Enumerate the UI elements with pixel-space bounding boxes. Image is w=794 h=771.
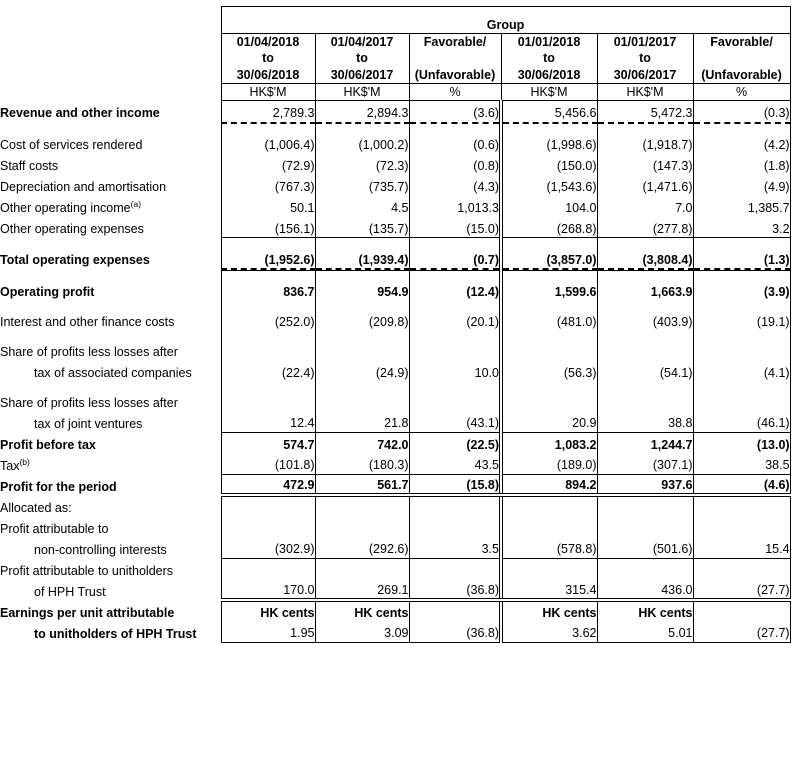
alloc-blank-c3 bbox=[409, 495, 501, 516]
cell-uh-h2018: 315.4 bbox=[501, 579, 597, 600]
table-row-assoc-line2 bbox=[0, 360, 790, 381]
cell-ooe-h2017: (277.8) bbox=[597, 217, 693, 238]
table-row-jv-line2 bbox=[0, 411, 790, 432]
cell-toe-hvar: (1.3) bbox=[693, 247, 790, 268]
cell-pfp-q2017: 561.7 bbox=[315, 474, 409, 495]
cell-nci-hvar: 15.4 bbox=[693, 537, 790, 558]
uh-blank-c1 bbox=[221, 558, 315, 579]
spacer-row-4 bbox=[0, 300, 790, 309]
uh-blank-c6 bbox=[693, 558, 790, 579]
cell-dep-hvar: (4.9) bbox=[693, 175, 790, 196]
table-row-unitholders-line2 bbox=[0, 579, 790, 600]
cell-revenue-hvar: (0.3) bbox=[693, 101, 790, 122]
spacer-c5 bbox=[597, 123, 693, 133]
nci-blank-c3 bbox=[409, 516, 501, 537]
cell-ooe-qvar: (15.0) bbox=[409, 217, 501, 238]
table-row-profit-before-tax bbox=[0, 432, 790, 453]
assoc-blank-c2 bbox=[315, 339, 409, 360]
row-label-tax bbox=[0, 453, 221, 474]
cell-op-q2017: 954.9 bbox=[315, 279, 409, 300]
cell-pbt-qvar: (22.5) bbox=[409, 432, 501, 453]
col-hvar-line1: Favorable/ bbox=[710, 35, 773, 49]
row-label-other-operating-expenses: Other operating expenses bbox=[0, 222, 144, 237]
jv-blank-c4 bbox=[501, 390, 597, 411]
spacer-label-3 bbox=[0, 271, 221, 280]
column-header-q-variance bbox=[409, 34, 501, 84]
table-row-cost-of-services bbox=[0, 133, 790, 154]
cell-pfp-hvar: (4.6) bbox=[693, 474, 790, 495]
cell-cost-h2018: (1,998.6) bbox=[501, 133, 597, 154]
row-label-staff-costs: Staff costs bbox=[0, 159, 59, 174]
row-label-cost-of-services: Cost of services rendered bbox=[0, 138, 143, 153]
alloc-blank-c1 bbox=[221, 495, 315, 516]
col-q2017-line2: to bbox=[356, 51, 368, 66]
cell-pfp-qvar: (15.8) bbox=[409, 474, 501, 495]
jv-blank-c2 bbox=[315, 390, 409, 411]
row-label-operating-profit: Operating profit bbox=[0, 284, 95, 299]
header-periods-row bbox=[0, 34, 790, 84]
col-qvar-line1: Favorable/ bbox=[423, 35, 487, 49]
table-row-staff-costs bbox=[0, 154, 790, 175]
alloc-blank-c4 bbox=[501, 495, 597, 516]
spacer5-c2 bbox=[315, 330, 409, 339]
cell-staff-q2017: (72.3) bbox=[315, 154, 409, 175]
cell-revenue-q2018: 2,789.3 bbox=[221, 101, 315, 122]
spacer4-c5 bbox=[597, 300, 693, 309]
uh-blank-c4 bbox=[501, 558, 597, 579]
cell-eps-q2017: 3.09 bbox=[315, 621, 409, 642]
cell-op-q2018: 836.7 bbox=[221, 279, 315, 300]
cell-ooe-h2018: (268.8) bbox=[501, 217, 597, 238]
cell-toe-h2017: (3,808.4) bbox=[597, 247, 693, 268]
cell-toe-qvar: (0.7) bbox=[409, 247, 501, 268]
cell-tax-qvar: 43.5 bbox=[409, 453, 501, 474]
table-row-profit-for-period bbox=[0, 474, 790, 495]
uh-blank-c2 bbox=[315, 558, 409, 579]
spacer6-c5 bbox=[597, 381, 693, 390]
col-h2017-line2: to bbox=[639, 51, 651, 66]
col-h2018-line2: to bbox=[543, 51, 555, 66]
cell-staff-h2017: (147.3) bbox=[597, 154, 693, 175]
spacer-row-3 bbox=[0, 271, 790, 280]
cell-assoc-h2017: (54.1) bbox=[597, 360, 693, 381]
spacer6-c6 bbox=[693, 381, 790, 390]
cell-jv-q2017: 21.8 bbox=[315, 411, 409, 432]
footnote-marker-b: (b) bbox=[19, 456, 30, 467]
nci-blank-c5 bbox=[597, 516, 693, 537]
cell-dep-q2018: (767.3) bbox=[221, 175, 315, 196]
assoc-blank-c5 bbox=[597, 339, 693, 360]
eps-unit-h2017: HK cents bbox=[597, 600, 693, 621]
spacer2-c6 bbox=[693, 238, 790, 248]
cell-toe-h2018: (3,857.0) bbox=[501, 247, 597, 268]
table-row-depreciation bbox=[0, 175, 790, 196]
cell-tax-hvar: 38.5 bbox=[693, 453, 790, 474]
row-label-other-operating-income-text: Other operating income bbox=[0, 201, 131, 216]
group-header-label: Group bbox=[221, 7, 790, 34]
assoc-blank-c4 bbox=[501, 339, 597, 360]
eps-unit-h2018: HK cents bbox=[501, 600, 597, 621]
col-q2018-line3: 30/06/2018 bbox=[236, 67, 300, 82]
cell-eps-h2018: 3.62 bbox=[501, 621, 597, 642]
row-label-jv-line2: tax of joint ventures bbox=[34, 416, 143, 431]
cell-int-q2018: (252.0) bbox=[221, 309, 315, 330]
jv-blank-c5 bbox=[597, 390, 693, 411]
unit-q-variance: % bbox=[409, 83, 501, 100]
cell-nci-q2018: (302.9) bbox=[221, 537, 315, 558]
cell-pbt-hvar: (13.0) bbox=[693, 432, 790, 453]
cell-eps-hvar: (27.7) bbox=[693, 621, 790, 642]
cell-nci-h2017: (501.6) bbox=[597, 537, 693, 558]
spacer2-c1 bbox=[221, 238, 315, 248]
nci-blank-c1 bbox=[221, 516, 315, 537]
cell-eps-qvar: (36.8) bbox=[409, 621, 501, 642]
spacer5-c1 bbox=[221, 330, 315, 339]
cell-uh-q2018: 170.0 bbox=[221, 579, 315, 600]
cell-jv-hvar: (46.1) bbox=[693, 411, 790, 432]
spacer6-c3 bbox=[409, 381, 501, 390]
cell-uh-hvar: (27.7) bbox=[693, 579, 790, 600]
row-label-unitholders-line1: Profit attributable to unitholders bbox=[0, 563, 174, 578]
spacer-label-2 bbox=[0, 238, 221, 248]
table-row-other-operating-expenses bbox=[0, 217, 790, 238]
cell-int-q2017: (209.8) bbox=[315, 309, 409, 330]
spacer4-c1 bbox=[221, 300, 315, 309]
spacer4-c4 bbox=[501, 300, 597, 309]
cell-op-hvar: (3.9) bbox=[693, 279, 790, 300]
col-q2017-line3: 30/06/2017 bbox=[330, 67, 394, 82]
cell-jv-q2018: 12.4 bbox=[221, 411, 315, 432]
spacer3-c6 bbox=[693, 271, 790, 280]
row-label-profit-for-period: Profit for the period bbox=[0, 479, 117, 494]
spacer-row-6 bbox=[0, 381, 790, 390]
header-corner-blank bbox=[0, 7, 221, 34]
col-h2017-line3: 30/06/2017 bbox=[613, 67, 677, 82]
cell-pbt-h2018: 1,083.2 bbox=[501, 432, 597, 453]
cell-cost-q2017: (1,000.2) bbox=[315, 133, 409, 154]
cell-uh-h2017: 436.0 bbox=[597, 579, 693, 600]
table-row-interest-costs bbox=[0, 309, 790, 330]
assoc-blank-c6 bbox=[693, 339, 790, 360]
nci-blank-c4 bbox=[501, 516, 597, 537]
jv-blank-c1 bbox=[221, 390, 315, 411]
cell-toe-q2017: (1,939.4) bbox=[315, 247, 409, 268]
cell-dep-qvar: (4.3) bbox=[409, 175, 501, 196]
unit-h-2018: HK$'M bbox=[501, 83, 597, 100]
row-label-allocated-as: Allocated as: bbox=[0, 500, 72, 515]
row-label-profit-before-tax: Profit before tax bbox=[0, 437, 96, 452]
row-label-depreciation: Depreciation and amortisation bbox=[0, 180, 167, 195]
cell-pfp-h2018: 894.2 bbox=[501, 474, 597, 495]
table-row-tax bbox=[0, 453, 790, 474]
row-label-interest-costs: Interest and other finance costs bbox=[0, 314, 175, 329]
cell-ooi-h2017: 7.0 bbox=[597, 196, 693, 217]
cell-ooi-hvar: 1,385.7 bbox=[693, 196, 790, 217]
table-row-nci-line1 bbox=[0, 516, 790, 537]
spacer4-c2 bbox=[315, 300, 409, 309]
header-units-blank bbox=[0, 83, 221, 100]
cell-assoc-hvar: (4.1) bbox=[693, 360, 790, 381]
cell-toe-q2018: (1,952.6) bbox=[221, 247, 315, 268]
spacer-label-4 bbox=[0, 300, 221, 309]
cell-op-h2017: 1,663.9 bbox=[597, 279, 693, 300]
table-row-revenue bbox=[0, 101, 790, 122]
cell-cost-hvar: (4.2) bbox=[693, 133, 790, 154]
spacer-c2 bbox=[315, 123, 409, 133]
cell-jv-h2017: 38.8 bbox=[597, 411, 693, 432]
cell-dep-h2017: (1,471.6) bbox=[597, 175, 693, 196]
column-header-q-2018 bbox=[221, 34, 315, 84]
row-label-eps-line2: to unitholders of HPH Trust bbox=[34, 626, 197, 641]
cell-int-h2017: (403.9) bbox=[597, 309, 693, 330]
cell-ooi-q2017: 4.5 bbox=[315, 196, 409, 217]
cell-op-qvar: (12.4) bbox=[409, 279, 501, 300]
unit-q-2017: HK$'M bbox=[315, 83, 409, 100]
cell-tax-h2018: (189.0) bbox=[501, 453, 597, 474]
cell-int-h2018: (481.0) bbox=[501, 309, 597, 330]
unit-h-variance: % bbox=[693, 83, 790, 100]
spacer5-c3 bbox=[409, 330, 501, 339]
cell-jv-h2018: 20.9 bbox=[501, 411, 597, 432]
cell-op-h2018: 1,599.6 bbox=[501, 279, 597, 300]
cell-revenue-q2017: 2,894.3 bbox=[315, 101, 409, 122]
cell-cost-qvar: (0.6) bbox=[409, 133, 501, 154]
cell-assoc-qvar: 10.0 bbox=[409, 360, 501, 381]
spacer6-c4 bbox=[501, 381, 597, 390]
eps-unit-q2018: HK cents bbox=[221, 600, 315, 621]
cell-dep-q2017: (735.7) bbox=[315, 175, 409, 196]
cell-assoc-q2017: (24.9) bbox=[315, 360, 409, 381]
jv-blank-c6 bbox=[693, 390, 790, 411]
cell-ooi-qvar: 1,013.3 bbox=[409, 196, 501, 217]
uh-blank-c3 bbox=[409, 558, 501, 579]
column-header-h-variance bbox=[693, 34, 790, 84]
cell-staff-hvar: (1.8) bbox=[693, 154, 790, 175]
spacer-label-1 bbox=[0, 123, 221, 133]
spacer3-c3 bbox=[409, 271, 501, 280]
row-label-assoc-line2: tax of associated companies bbox=[34, 365, 192, 380]
cell-eps-q2018: 1.95 bbox=[221, 621, 315, 642]
spacer-c6 bbox=[693, 123, 790, 133]
spacer2-c2 bbox=[315, 238, 409, 248]
nci-blank-c6 bbox=[693, 516, 790, 537]
cell-revenue-h2018: 5,456.6 bbox=[501, 101, 597, 122]
cell-int-qvar: (20.1) bbox=[409, 309, 501, 330]
spacer-row-2 bbox=[0, 238, 790, 248]
cell-pbt-h2017: 1,244.7 bbox=[597, 432, 693, 453]
spacer2-c3 bbox=[409, 238, 501, 248]
col-h2018-line3: 30/06/2018 bbox=[517, 67, 581, 82]
column-header-q-2017 bbox=[315, 34, 409, 84]
row-label-other-operating-income bbox=[0, 196, 221, 217]
row-label-jv-line1: Share of profits less losses after bbox=[0, 395, 178, 410]
spacer2-c4 bbox=[501, 238, 597, 248]
cell-staff-qvar: (0.8) bbox=[409, 154, 501, 175]
row-label-revenue: Revenue and other income bbox=[0, 106, 160, 121]
eps-unit-q2017: HK cents bbox=[315, 600, 409, 621]
cell-jv-qvar: (43.1) bbox=[409, 411, 501, 432]
cell-ooe-hvar: 3.2 bbox=[693, 217, 790, 238]
eps-unit-qvar bbox=[409, 600, 501, 621]
cell-int-hvar: (19.1) bbox=[693, 309, 790, 330]
cell-tax-q2017: (180.3) bbox=[315, 453, 409, 474]
row-label-eps-line1: Earnings per unit attributable bbox=[0, 605, 175, 620]
cell-nci-h2018: (578.8) bbox=[501, 537, 597, 558]
assoc-blank-c3 bbox=[409, 339, 501, 360]
cell-ooe-q2017: (135.7) bbox=[315, 217, 409, 238]
table-row-total-operating-expenses bbox=[0, 247, 790, 268]
nci-blank-c2 bbox=[315, 516, 409, 537]
cell-assoc-q2018: (22.4) bbox=[221, 360, 315, 381]
col-qvar-line3: (Unfavorable) bbox=[414, 67, 496, 82]
cell-ooi-h2018: 104.0 bbox=[501, 196, 597, 217]
spacer3-c4 bbox=[501, 271, 597, 280]
column-header-h-2017 bbox=[597, 34, 693, 84]
table-row-eps-values bbox=[0, 621, 790, 642]
table-row-assoc-line1 bbox=[0, 339, 790, 360]
footnote-marker-a: (a) bbox=[130, 199, 142, 210]
column-header-h-2018 bbox=[501, 34, 597, 84]
row-label-tax-text: Tax bbox=[0, 458, 20, 473]
cell-cost-q2018: (1,006.4) bbox=[221, 133, 315, 154]
spacer6-c1 bbox=[221, 381, 315, 390]
table-row-other-operating-income bbox=[0, 196, 790, 217]
cell-assoc-h2018: (56.3) bbox=[501, 360, 597, 381]
unit-q-2018: HK$'M bbox=[221, 83, 315, 100]
table-row-unitholders-line1 bbox=[0, 558, 790, 579]
header-label-blank bbox=[0, 34, 221, 84]
spacer-row-1 bbox=[0, 123, 790, 133]
col-q2018-line1: 01/04/2018 bbox=[236, 35, 300, 49]
cell-pfp-h2017: 937.6 bbox=[597, 474, 693, 495]
alloc-blank-c2 bbox=[315, 495, 409, 516]
spacer-row-5 bbox=[0, 330, 790, 339]
cell-ooe-q2018: (156.1) bbox=[221, 217, 315, 238]
cell-tax-h2017: (307.1) bbox=[597, 453, 693, 474]
spacer4-c6 bbox=[693, 300, 790, 309]
spacer5-c6 bbox=[693, 330, 790, 339]
col-q2018-line2: to bbox=[262, 51, 274, 66]
table-row-eps-units bbox=[0, 600, 790, 621]
uh-blank-c5 bbox=[597, 558, 693, 579]
spacer3-c1 bbox=[221, 271, 315, 280]
cell-eps-h2017: 5.01 bbox=[597, 621, 693, 642]
cell-ooi-q2018: 50.1 bbox=[221, 196, 315, 217]
cell-pbt-q2018: 574.7 bbox=[221, 432, 315, 453]
row-label-assoc-line1: Share of profits less losses after bbox=[0, 344, 178, 359]
spacer3-c5 bbox=[597, 271, 693, 280]
cell-nci-qvar: 3.5 bbox=[409, 537, 501, 558]
table-row-operating-profit bbox=[0, 279, 790, 300]
unit-h-2017: HK$'M bbox=[597, 83, 693, 100]
spacer-label-6 bbox=[0, 381, 221, 390]
col-q2017-line1: 01/04/2017 bbox=[330, 35, 394, 49]
spacer5-c4 bbox=[501, 330, 597, 339]
col-h2018-line1: 01/01/2018 bbox=[517, 35, 581, 49]
jv-blank-c3 bbox=[409, 390, 501, 411]
alloc-blank-c5 bbox=[597, 495, 693, 516]
spacer-c4 bbox=[501, 123, 597, 133]
table-row-nci-line2 bbox=[0, 537, 790, 558]
spacer4-c3 bbox=[409, 300, 501, 309]
col-h2017-line1: 01/01/2017 bbox=[613, 35, 677, 49]
cell-revenue-h2017: 5,472.3 bbox=[597, 101, 693, 122]
cell-revenue-qvar: (3.6) bbox=[409, 101, 501, 122]
header-group-row bbox=[0, 7, 790, 34]
header-units-row bbox=[0, 83, 790, 100]
cell-uh-qvar: (36.8) bbox=[409, 579, 501, 600]
spacer-c1 bbox=[221, 123, 315, 133]
row-label-total-operating-expenses: Total operating expenses bbox=[0, 252, 150, 267]
cell-pbt-q2017: 742.0 bbox=[315, 432, 409, 453]
cell-cost-h2017: (1,918.7) bbox=[597, 133, 693, 154]
spacer-label-5 bbox=[0, 330, 221, 339]
cell-dep-h2018: (1,543.6) bbox=[501, 175, 597, 196]
cell-uh-q2017: 269.1 bbox=[315, 579, 409, 600]
spacer6-c2 bbox=[315, 381, 409, 390]
spacer2-c5 bbox=[597, 238, 693, 248]
cell-nci-q2017: (292.6) bbox=[315, 537, 409, 558]
row-label-nci-line2: non-controlling interests bbox=[34, 542, 167, 557]
eps-unit-hvar bbox=[693, 600, 790, 621]
cell-staff-h2018: (150.0) bbox=[501, 154, 597, 175]
cell-tax-q2018: (101.8) bbox=[221, 453, 315, 474]
table-row-allocated-as bbox=[0, 495, 790, 516]
spacer3-c2 bbox=[315, 271, 409, 280]
spacer-c3 bbox=[409, 123, 501, 133]
row-label-nci-line1: Profit attributable to bbox=[0, 521, 109, 536]
spacer5-c5 bbox=[597, 330, 693, 339]
cell-pfp-q2018: 472.9 bbox=[221, 474, 315, 495]
row-label-unitholders-line2: of HPH Trust bbox=[34, 584, 106, 599]
col-hvar-line3: (Unfavorable) bbox=[701, 67, 782, 82]
table-row-jv-line1 bbox=[0, 390, 790, 411]
alloc-blank-c6 bbox=[693, 495, 790, 516]
income-statement-table bbox=[0, 6, 791, 643]
assoc-blank-c1 bbox=[221, 339, 315, 360]
cell-staff-q2018: (72.9) bbox=[221, 154, 315, 175]
